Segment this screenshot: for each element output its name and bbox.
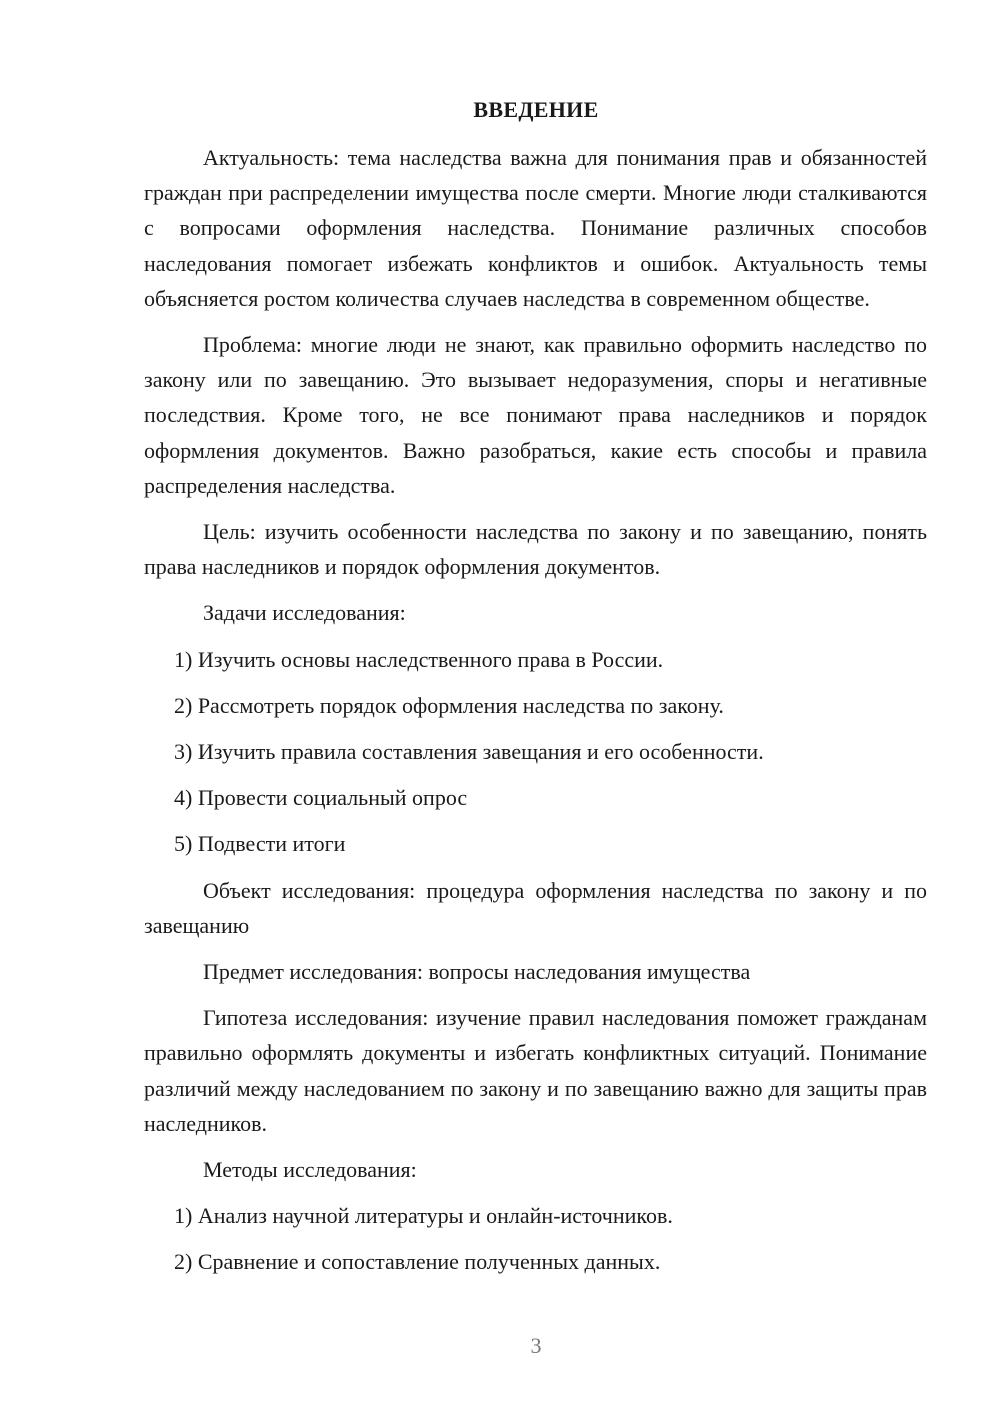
paragraph-object: Объект исследования: процедура оформления наследства по закону и по завещанию xyxy=(144,877,927,938)
list-item: 2) Сравнение и сопоставление полученных данных. xyxy=(174,1249,661,1275)
paragraph-problem: Проблема: многие люди не знают, как правильно оформить наследство по закону или по завещанию. Это вызывает недоразумения, споры и негативные последствия. Кроме того, не все понимают права наследников и порядок оформления документов. Важно разобраться, какие есть способы и правила распределения наследства. xyxy=(144,332,927,498)
list-item: 3) Изучить правила составления завещания и его особенности. xyxy=(174,739,764,765)
section-heading: ВВЕДЕНИЕ xyxy=(473,97,599,122)
list-item: 1) Анализ научной литературы и онлайн-источников. xyxy=(174,1203,673,1229)
list-item: 4) Провести социальный опрос xyxy=(174,785,468,811)
list-item: 5) Подвести итоги xyxy=(174,831,346,857)
page-number: 3 xyxy=(530,1333,542,1358)
paragraph-subject: Предмет исследования: вопросы наследования имущества xyxy=(203,959,751,985)
paragraph-relevance: Актуальность: тема наследства важна для понимания прав и обязанностей граждан при распределении имущества после смерти. Многие люди сталкиваются с вопросами оформления наследства. Понимание различных способов наследования помогает избежать конфликтов и ошибок. Актуальность темы объясняется ростом количества случаев наследства в современном обществе. xyxy=(144,145,927,311)
paragraph-methods-heading: Методы исследования: xyxy=(203,1157,417,1183)
document-body xyxy=(144,140,927,1291)
list-item: 1) Изучить основы наследственного права в России. xyxy=(174,646,664,672)
paragraph-goal: Цель: изучить особенности наследства по закону и по завещанию, понять права наследников и порядок оформления документов. xyxy=(144,519,927,580)
list-item: 2) Рассмотреть порядок оформления наследства по закону. xyxy=(174,692,724,718)
paragraph-tasks-heading: Задачи исследования: xyxy=(203,600,406,626)
paragraph-hypothesis: Гипотеза исследования: изучение правил наследования поможет гражданам правильно оформлять документы и избегать конфликтных ситуаций. Понимание различий между наследованием по закону и по завещанию важно для защиты прав наследников. xyxy=(144,1005,927,1136)
